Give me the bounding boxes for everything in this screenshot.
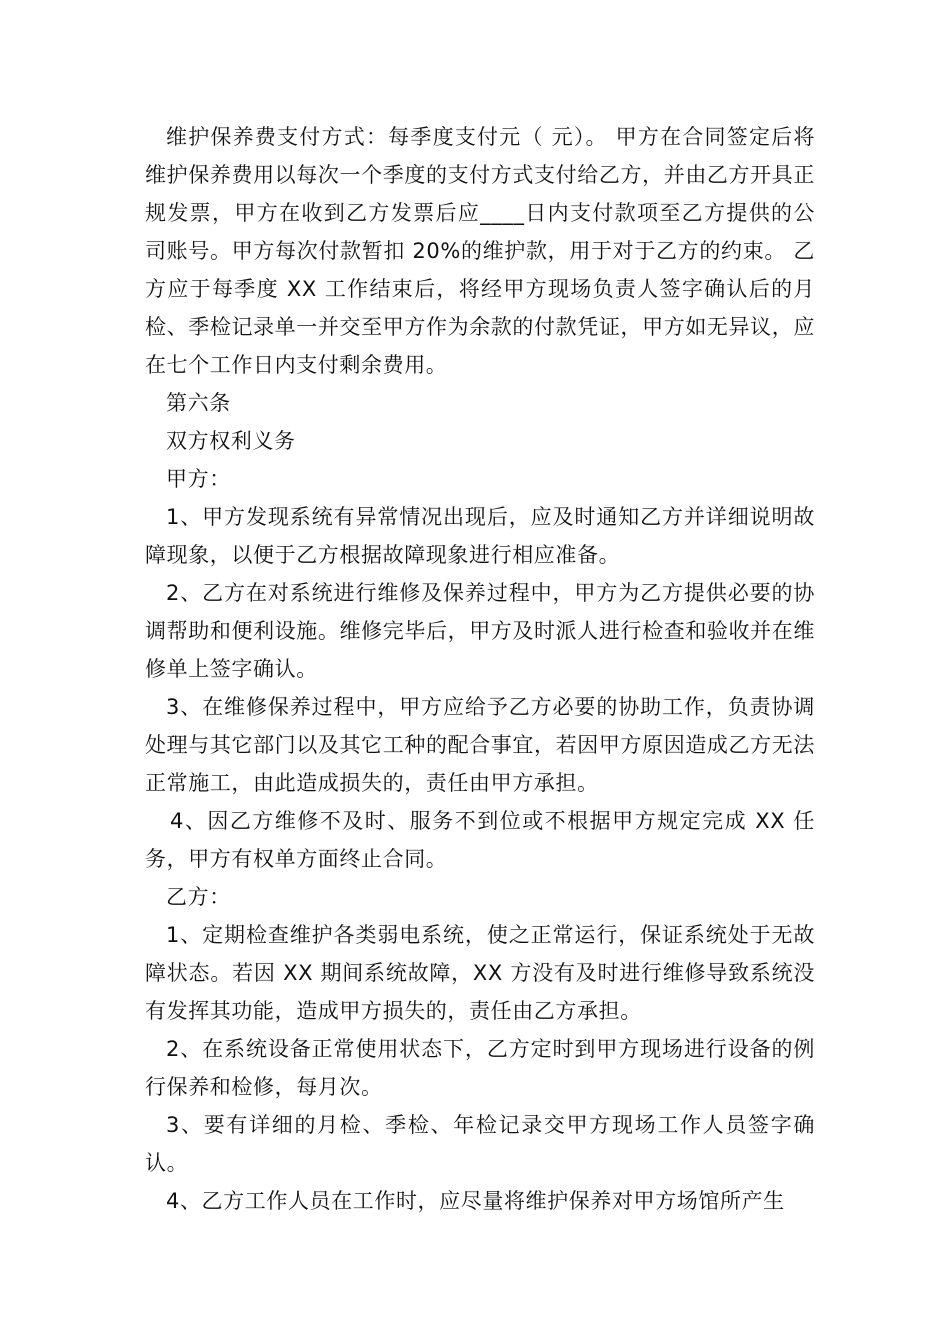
paragraph-payment-method: 维护保养费支付方式：每季度支付元（ 元）。 甲方在合同签定后将维护保养费用以每次一个季度的支付方式支付给乙方，并由乙方开具正规发票，甲方在收到乙方发票后应____日内支付款项至乙方提供的公司账号。甲方每次付款暂扣 20%的维护款，用于对于乙方的约束。 乙方应于每季度 XX 工作结束后，将经甲方现场负责人签字确认后的月检、季检记录单一并交至甲方作为余款的付款凭证，甲方如无异议，应在七个工作日内支付剩余费用。 xyxy=(145,125,815,377)
paragraph-rights-obligations-heading: 双方权利义务 xyxy=(166,429,296,453)
paragraph-party-a-item-1: 1、甲方发现系统有异常情况出现后，应及时通知乙方并详细说明故障现象，以便于乙方根据故障现象进行相应准备。 xyxy=(145,505,815,567)
paragraph-party-b-item-1: 1、定期检查维护各类弱电系统，使之正常运行，保证系统处于无故障状态。若因 XX 期间系统故障，XX 方没有及时进行维修导致系统没有发挥其功能，造成甲方损失的，责任由乙方承担。 xyxy=(145,923,815,1023)
paragraph-party-b-item-4: 4、乙方工作人员在工作时，应尽量将维护保养对甲方场馆所产生 xyxy=(166,1189,785,1213)
paragraph-party-a-item-4: 4、因乙方维修不及时、服务不到位或不根据甲方规定完成 XX 任务，甲方有权单方面终止合同。 xyxy=(145,809,815,871)
paragraph-party-a-item-3: 3、在维修保养过程中，甲方应给予乙方必要的协助工作，负责协调处理与其它部门以及其它工种的配合事宜，若因甲方原因造成乙方无法正常施工，由此造成损失的，责任由甲方承担。 xyxy=(145,695,815,795)
paragraph-party-b-heading: 乙方： xyxy=(166,885,231,909)
paragraph-party-a-item-2: 2、乙方在对系统进行维修及保养过程中，甲方为乙方提供必要的协调帮助和便利设施。维修完毕后，甲方及时派人进行检查和验收并在维修单上签字确认。 xyxy=(145,581,815,681)
paragraph-article-six: 第六条 xyxy=(166,391,231,415)
paragraph-party-b-item-3: 3、要有详细的月检、季检、年检记录交甲方现场工作人员签字确认。 xyxy=(145,1113,815,1175)
paragraph-party-a-heading: 甲方： xyxy=(166,467,231,491)
paragraph-party-b-item-2: 2、在系统设备正常使用状态下，乙方定时到甲方现场进行设备的例行保养和检修，每月次。 xyxy=(145,1037,815,1099)
document-body xyxy=(145,118,815,1220)
